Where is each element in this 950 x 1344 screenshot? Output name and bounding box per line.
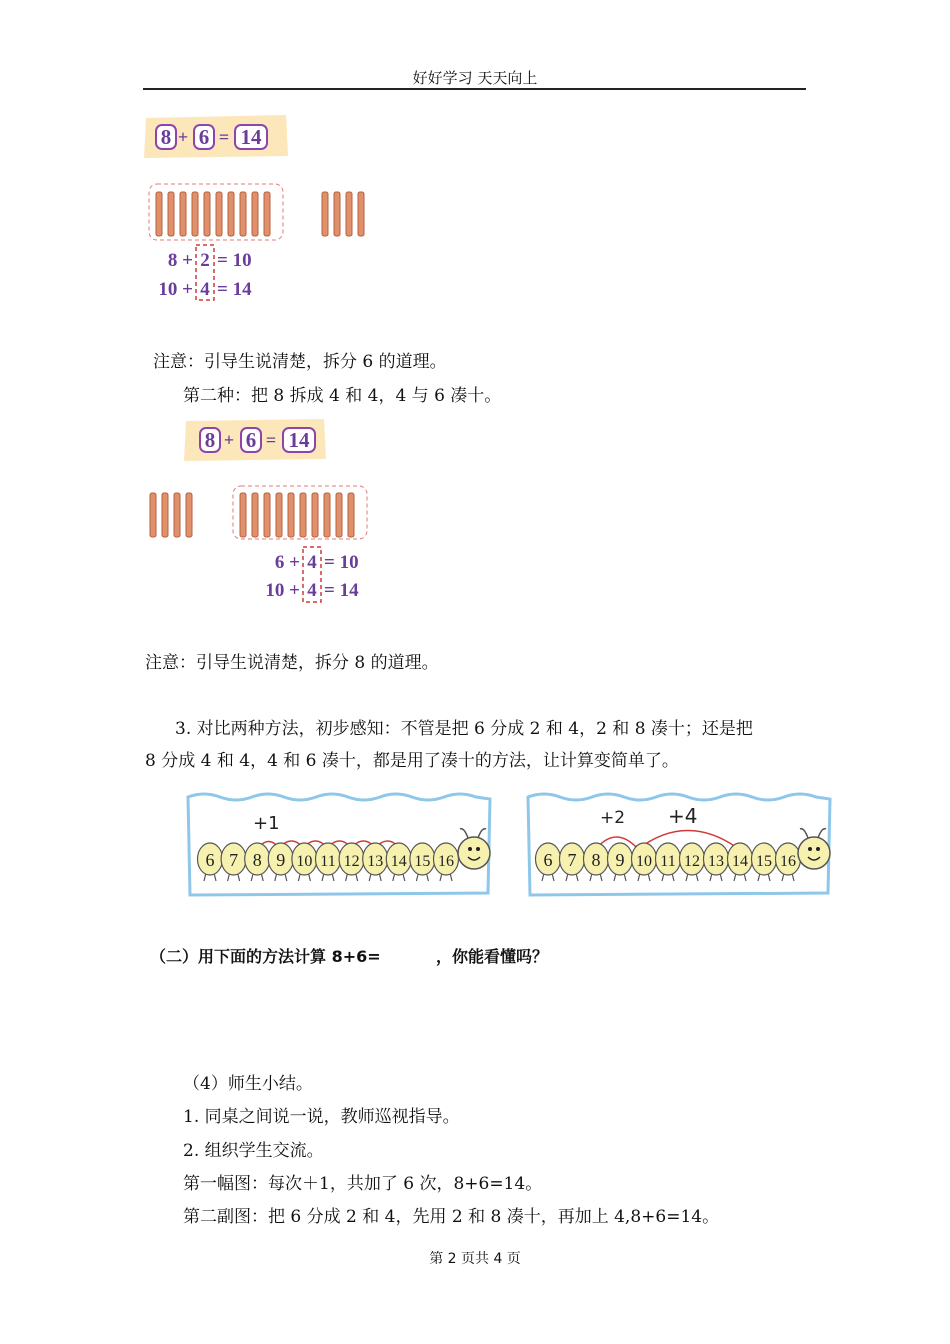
summary-picture-2: 第二副图：把 6 分成 2 和 4，先用 2 和 8 凑十，再加上 4,8+6=14。: [183, 1207, 720, 1227]
caterpillar-number: 9: [615, 850, 625, 870]
equation-a-plus: +: [177, 127, 189, 147]
caterpillar-number: 13: [708, 853, 724, 870]
equation-card-a: [144, 115, 288, 158]
summary-item-1: 1. 同桌之间说一说，教师巡视指导。: [183, 1107, 460, 1127]
caterpillar-number: 14: [390, 853, 407, 870]
caterpillar-number: 12: [684, 853, 700, 870]
equation-a-line1-mid: 2: [200, 250, 210, 271]
sticks-four-b: [150, 493, 192, 537]
caterpillar-number: 15: [756, 853, 772, 870]
caterpillar-number: 15: [414, 853, 431, 870]
equation-a-equals: =: [218, 127, 230, 147]
section-two-prefix: （二）用下面的方法计算 8+6=: [150, 947, 381, 966]
method-two: 第二种：把 8 拆成 4 和 4，4 与 6 凑十。: [183, 386, 502, 406]
sticks-four-a: [322, 192, 364, 236]
equation-b-line2-mid: 4: [307, 580, 317, 601]
step-label-plus-4: +4: [668, 804, 698, 828]
summary-heading: （4）师生小结。: [183, 1074, 313, 1094]
section-two-suffix: ，你能看懂吗？: [436, 947, 549, 966]
sticks-ten-b: [240, 493, 354, 537]
caterpillar-number: 7: [229, 850, 239, 870]
sticks-ten-a: [156, 192, 270, 236]
note-split-8: 注意：引导生说清楚，拆分 8 的道理。: [145, 653, 439, 673]
equation-b-line2-right: = 14: [324, 580, 359, 601]
summary-item-2: 2. 组织学生交流。: [183, 1141, 324, 1161]
page-footer: 第 2 页共 4 页: [429, 1251, 521, 1267]
equation-a-line2-right: = 14: [217, 279, 252, 300]
page-header: 好好学习 天天向上: [412, 69, 538, 87]
caterpillar-figure-1: [184, 789, 494, 901]
caterpillar-number: 7: [567, 850, 577, 870]
equation-a-line1-right: = 10: [217, 250, 252, 271]
equation-b-result: 14: [288, 428, 310, 452]
caterpillar-number: 13: [367, 853, 384, 870]
equation-b-equals: =: [265, 430, 277, 450]
step-label-plus-1: +1: [253, 813, 280, 834]
equation-b-line2-left: 10 +: [265, 580, 300, 601]
caterpillar-number: 6: [543, 850, 553, 870]
step-label-plus-2: +2: [600, 808, 626, 828]
caterpillar-number: 11: [660, 853, 676, 870]
caterpillar-number: 12: [343, 853, 360, 870]
caterpillar-number: 14: [732, 853, 748, 870]
equation-card-b: [184, 419, 326, 461]
equation-a-line2-left: 10 +: [158, 279, 193, 300]
equation-b-addend2: 6: [245, 428, 257, 452]
caterpillar-number: 16: [780, 853, 796, 870]
equation-b-addend1: 8: [204, 428, 216, 452]
caterpillar-number: 6: [205, 850, 215, 870]
caterpillar-number: 10: [636, 853, 652, 870]
compare-line-2: 8 分成 4 和 4，4 和 6 凑十，都是用了凑十的方法，让计算变简单了。: [145, 751, 679, 771]
caterpillar-figure-2: [520, 789, 836, 901]
caterpillar-number: 8: [591, 850, 601, 870]
figure-a: [140, 112, 400, 307]
compare-line-1: 3. 对比两种方法，初步感知：不管是把 6 分成 2 和 4，2 和 8 凑十；还是把: [175, 719, 753, 739]
equation-a-addend2: 6: [198, 125, 210, 149]
equation-a-line2-mid: 4: [200, 279, 210, 300]
caterpillar-number: 8: [252, 850, 262, 870]
equation-a-addend1: 8: [160, 125, 172, 149]
figure-b: [140, 415, 400, 605]
caterpillar-number: 10: [296, 853, 313, 870]
note-split-6: 注意：引导生说清楚，拆分 6 的道理。: [153, 352, 447, 372]
equation-a-result: 14: [240, 125, 262, 149]
equation-a-line1-left: 8 +: [167, 250, 193, 271]
equation-b-line1-left: 6 +: [274, 552, 300, 573]
equation-b-plus: +: [223, 430, 235, 450]
caterpillar-number: 11: [320, 853, 336, 870]
equation-b-line1-mid: 4: [307, 552, 317, 573]
equation-b-line1-right: = 10: [324, 552, 359, 573]
summary-picture-1: 第一幅图：每次＋1，共加了 6 次，8+6=14。: [183, 1174, 543, 1194]
caterpillar-number: 16: [438, 853, 454, 870]
header-rule: [143, 88, 806, 90]
caterpillar-number: 9: [276, 850, 286, 870]
